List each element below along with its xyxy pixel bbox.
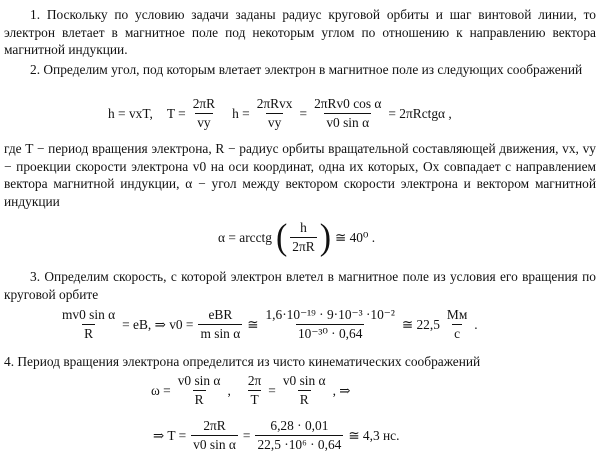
- equation-period-and-pitch: h = vxT, T = $\frac{2\pi R}{vy}$ h = $\frac{\text{2πRvx}}{vy}$ = $\frac{\text{2πRv0 cos α}}{\text{v0 sin α}}$ = 2πRctgα ,: [108, 96, 452, 130]
- fraction: $\frac{\text{2πRvx}}{vy}$: [256, 96, 293, 130]
- paragraph-2: 2. Определим угол, под которым влетает электрон в магнитное поле из следующих соображений: [30, 62, 583, 77]
- fraction: $\frac{h}{2\pi R}$: [292, 220, 315, 254]
- fraction: $\frac{2\pi R}{\text{v0 sin α}}$: [193, 418, 236, 452]
- fraction: $\frac{6,28 \cdot 0,01}{\text{22,5 ·10⁶ · 0,64}}$: [257, 418, 342, 452]
- unit-fraction: $\frac{Мм}{с}$: [446, 307, 468, 341]
- paragraph-3: где T − период вращения электрона, R − радиус орбиты вращательной составляющей движения, vx, vy − проекции скорости электрона v0 на оси координат, одна их которых, Ox совпадает с направлением вектора магнитной индукции, α − угол между вектором скорости электрона и вектором магнитной индукции: [4, 141, 596, 209]
- fraction: $\frac{\text{2πRv0 cos α}}{\text{v0 sin α}}$: [314, 96, 382, 130]
- equation-angular-velocity: ω = $\frac{\text{v0 sin α}}{R}$ , $\frac{2\pi}{T}$ = $\frac{\text{v0 sin α}}{R}$ , ⇒: [151, 373, 351, 407]
- fraction: $\frac{\text{1,6·10⁻¹⁹ · 9·10⁻³ ·10⁻²}}{\text{10⁻³⁰ · 0,64}}$: [265, 307, 395, 341]
- paragraph-5: 4. Период вращения электрона определится из чисто кинематических соображений: [4, 354, 481, 369]
- paragraph-4: 3. Определим скорость, с которой электрон влетел в магнитное поле из условия его вращения по круговой орбите: [4, 269, 596, 302]
- equation-period-result: ⇒ T = $\frac{2\pi R}{\text{v0 sin α}}$ = $\frac{6,28 \cdot 0,01}{\text{22,5 ·10⁶ · 0,64}}$ ≅ 4,3 нс.: [153, 418, 400, 452]
- equation-angle: α = arcctg ( $\frac{h}{2\pi R}$ ) ≅ 40⁰ .: [218, 216, 376, 258]
- fraction: $\frac{2\pi R}{vy}$: [192, 96, 216, 130]
- fraction: $\frac{\text{v0 sin α}}{R}$: [282, 373, 326, 407]
- fraction: $\frac{\text{mv0 sin α}}{R}$: [62, 307, 116, 341]
- equation-velocity: $\frac{\text{mv0 sin α}}{R}$ = eB, ⇒ v0 = $\frac{\text{eBR}}{\text{m sin α}}$ ≅ $\frac{\text{1,6·10⁻¹⁹ · 9·10⁻³ ·10⁻²}}{\text{10⁻³⁰ · 0,64}}$ ≅ 22,5 $\frac{Мм}{с}$ .: [62, 307, 478, 341]
- fraction: $\frac{\text{v0 sin α}}{R}$: [177, 373, 221, 407]
- fraction: $\frac{2\pi}{T}$: [247, 373, 262, 407]
- fraction: $\frac{\text{eBR}}{\text{m sin α}}$: [200, 307, 241, 341]
- paragraph-1: 1. Поскольку по условию задачи заданы радиус круговой орбиты и шаг винтовой линии, то электрон влетает в магнитное поле под некоторым углом по отношению к направлению вектора магнитной индукции.: [4, 7, 596, 57]
